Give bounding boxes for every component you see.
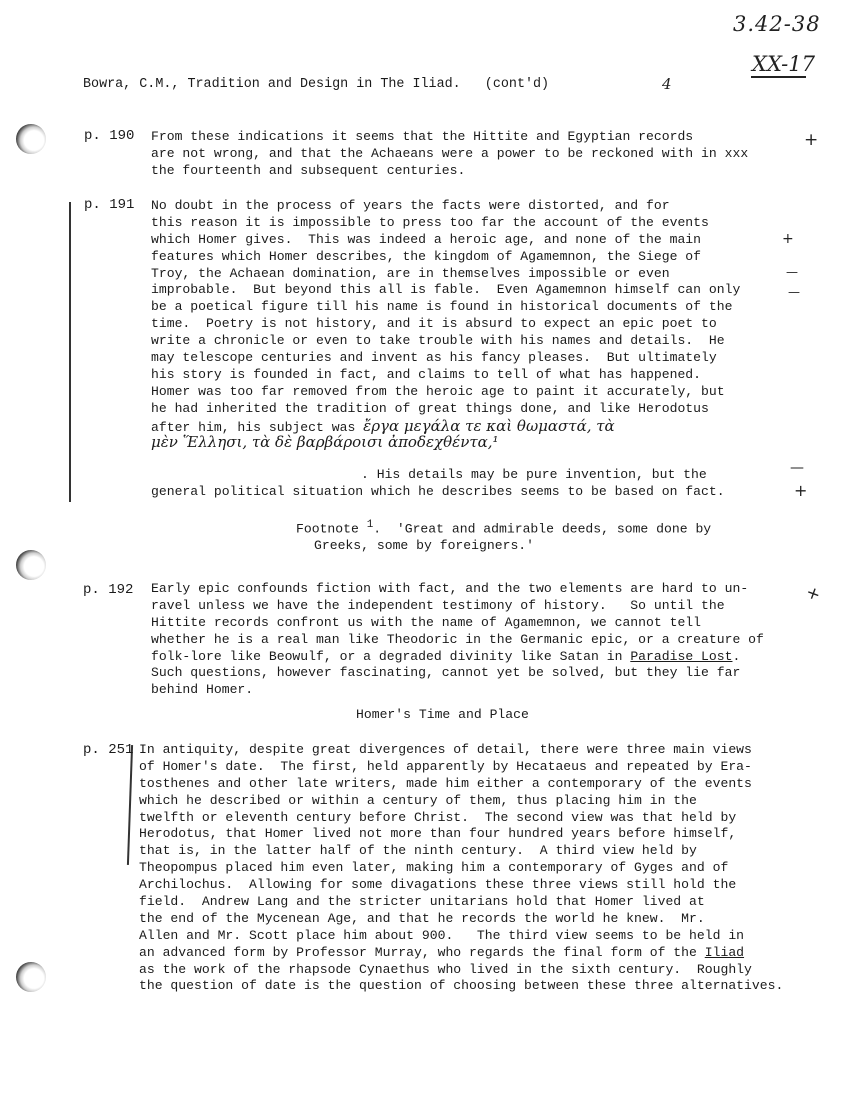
entry-line: that is, in the latter half of the ninth century. A third view held by [139,843,697,859]
entry-line [151,467,725,484]
entry-line [139,945,783,962]
entry-line: time. Poetry is not history, and it is absurd to expect an epic poet to [151,316,717,332]
entry-line [151,434,740,451]
entry-line: Archilochus. Allowing for some divagations these three views still hold the [139,877,737,893]
entry-line [151,418,740,435]
entry-line: behind Homer. [151,682,254,698]
entry-line: tosthenes and other late writers, made him either a contemporary of the events [139,775,752,791]
box-code-annotation: XX-17 [752,52,815,76]
entry-line: features which Homer describes, the kingdom of Agamemnon, the Siege of [151,248,702,264]
margin-plus-mark: + [794,481,808,500]
punch-hole-top [16,124,46,154]
header-citation: Bowra, C.M., Tradition and Design in The Iliad. [83,77,461,92]
page-ref-191: p. 191 [84,197,135,213]
entry-p251-text [139,742,783,995]
entry-line: ravel unless we have the independent testimony of history. So until the [151,597,725,613]
margin-minus-mark: — [790,460,804,476]
entry-line: of Homer's date. The first, held apparently by Hecataeus and repeated by Era- [139,758,752,774]
box-code-underline [751,76,806,78]
entry-p191-tail [151,467,725,501]
entry-line: Allen and Mr. Scott place him about 900. The third view seems to be held in [139,927,745,943]
entry-line: as the work of the rhapsode Cynaethus who lived in the sixth century. Roughly [139,961,752,977]
entry-line: Hittite records confront us with the name of Agamemnon, we cannot tell [151,614,702,630]
footnote-label: Footnote [296,521,359,537]
entry-line: From these indications it seems that the Hittite and Egyptian records [151,129,694,144]
entry-line-text: after him, his subject was [151,419,356,435]
margin-vertical-bar [69,202,71,502]
punch-hole-middle [16,550,46,580]
entry-line: general political situation which he describes seems to be based on fact. [151,483,725,499]
entry-line-text: folk-lore like Beowulf, or a degraded divinity like Satan in [151,648,623,664]
entry-line: his story is founded in fact, and claims to tell of what has happened. [151,366,702,382]
margin-minus-mark: — [786,265,798,279]
footnote-number: 1 [366,519,374,531]
entry-line: may telescope centuries and invent as his fancy pleases. But ultimately [151,350,717,366]
entry-line: whether he is a real man like Theodoric in the Germanic epic, or a creature of [151,631,764,647]
underlined-title: Paradise Lost [630,648,733,664]
entry-line: Early epic confounds fiction with fact, and the two elements are hard to un- [151,581,749,596]
margin-minus-mark: — [788,285,800,299]
entry-line: the end of the Mycenean Age, and that he records the world he knew. Mr. [139,910,705,926]
entry-line: Herodotus, that Homer lived not more than four hundred years before himself, [139,826,737,842]
entry-line: Troy, the Achaean domination, are in themselves impossible or even [151,265,670,281]
entry-line: Theopompus placed him even later, making him a contemporary of Gyges and of [139,860,729,876]
page-ref-251: p. 251 [83,742,134,758]
entry-line: the fourteenth and subsequent centuries. [151,162,466,178]
margin-plus-mark: + [782,231,794,247]
entry-line: improbable. But beyond this all is fable. Even Agamemnon himself can only [151,282,741,298]
entry-line: No doubt in the process of years the facts were distorted, and for [151,198,670,213]
page-ref-190: p. 190 [84,128,135,144]
margin-plus-mark: + [804,130,819,150]
entry-line: Such questions, however fascinating, cannot yet be solved, but they lie far [151,665,741,681]
entry-period: . [732,648,741,664]
page-number: 4 [662,75,672,93]
entry-p191-text [151,198,740,451]
greek-quote-line-1: ἔργα μεγάλα τε καὶ θωμαστά, τὰ [363,416,615,435]
underlined-title: Iliad [704,944,745,960]
entry-line: write a chronicle or even to take trouble with his names and details. He [151,333,725,349]
footnote [296,517,711,554]
entry-p192-text [151,581,764,699]
entry-line: field. Andrew Lang and the stricter unitarians hold that Homer lived at [139,894,705,910]
entry-line-text: an advanced form by Professor Murray, who regards the final form of the [139,944,697,960]
entry-line: which Homer gives. This was indeed a heroic age, and none of the main [151,231,702,247]
entry-line [151,649,764,666]
entry-line: are not wrong, and that the Achaeans were a power to be reckoned with in xxx [151,145,749,161]
entry-p190-text [151,129,748,180]
entry-line-text: . His details may be pure invention, but the [361,467,707,482]
call-number-annotation: 3.42-38 [733,12,821,36]
margin-plus-mark: + [803,582,824,606]
greek-quote-line-2: μὲν Ἕλλησι, τὰ δὲ βαρβάροισι ἀποδεχθέντα,¹ [151,433,499,452]
entry-line: In antiquity, despite great divergences of detail, there were three main views [139,742,752,757]
footnote-text-2: Greeks, some by foreigners.' [314,538,535,554]
page-ref-192: p. 192 [83,582,134,598]
entry-line: this reason it is impossible to press too far the account of the events [151,214,709,230]
document-header [83,77,549,92]
entry-line: the question of date is the question of choosing between these three alternatives. [139,978,784,994]
footnote-text-1: . 'Great and admirable deeds, some done by [373,521,712,537]
entry-line: be a poetical figure till his name is found in historical documents of the [151,299,733,315]
entry-line: which he described or within a century of them, thus placing him in the [139,792,697,808]
entry-line: he had inherited the tradition of great things done, and like Herodotus [151,400,709,416]
margin-vertical-bar [127,745,133,865]
punch-hole-bottom [16,962,46,992]
entry-line: twelfth or eleventh century before Christ. The second view was that held by [139,809,737,825]
header-contd: (cont'd) [484,77,550,92]
section-heading: Homer's Time and Place [356,707,529,722]
entry-line: Homer was too far removed from the heroic age to paint it accurately, but [151,383,725,399]
